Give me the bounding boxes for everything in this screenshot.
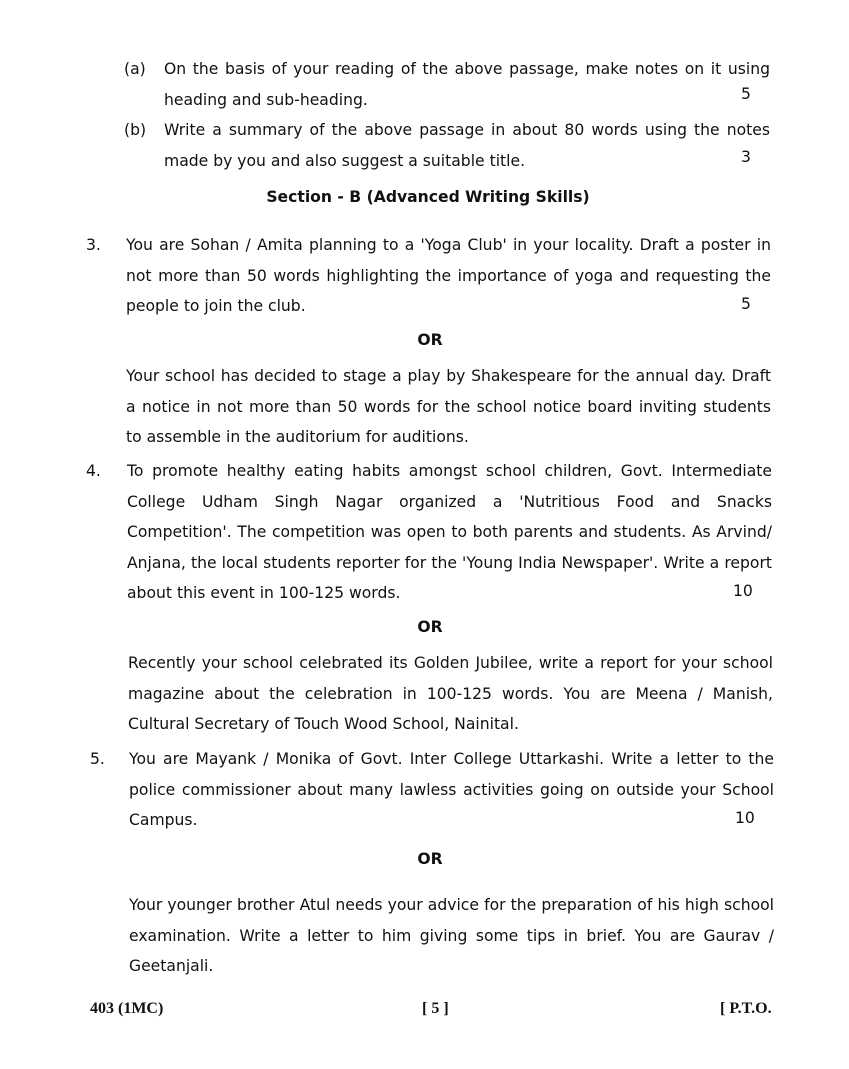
footer-page-number: [ 5 ]: [422, 1000, 449, 1017]
q3-marks: 5: [741, 295, 751, 313]
q3-alternative: Your school has decided to stage a play by Shakespeare for the annual day. Draft a notice in not more than 50 words for the school notice board inviting students to assemble in the auditorium for auditions.: [126, 367, 771, 446]
part-b-label: (b): [124, 121, 147, 139]
footer-paper-code: 403 (1MC): [90, 1000, 164, 1017]
q5-text: You are Mayank / Monika of Govt. Inter College Uttarkashi. Write a letter to the police commissioner about many lawless activities going on outside your School Campus.: [129, 750, 774, 829]
q5-or: OR: [417, 850, 443, 868]
part-a-text: On the basis of your reading of the above passage, make notes on it using heading and sub-heading.: [164, 60, 770, 109]
part-b-text: Write a summary of the above passage in about 80 words using the notes made by you and also suggest a suitable title.: [164, 121, 770, 170]
q3-or: OR: [417, 331, 443, 349]
q4-text: To promote healthy eating habits amongst school children, Govt. Intermediate College Udham Singh Nagar organized a 'Nutritious Food and Snacks Competition'. The competition was open to both parents and students. As Arvind/ Anjana, the local students reporter for the 'Young India Newspaper'. Write a report about this event in 100-125 words.: [127, 462, 772, 602]
part-a-marks: 5: [741, 85, 751, 103]
q5-marks: 10: [735, 809, 755, 827]
q4-alternative: Recently your school celebrated its Golden Jubilee, write a report for your school magazine about the celebration in 100-125 words. You are Meena / Manish, Cultural Secretary of Touch Wood School, Nainital.: [128, 654, 773, 733]
q5-alternative: Your younger brother Atul needs your advice for the preparation of his high school examination. Write a letter to him giving some tips in brief. You are Gaurav / Geetanjali.: [129, 896, 774, 975]
footer-pto: [ P.T.O.: [720, 1000, 772, 1017]
q4-number: 4.: [86, 462, 101, 480]
q3-text: You are Sohan / Amita planning to a 'Yoga Club' in your locality. Draft a poster in not more than 50 words highlighting the importance of yoga and requesting the people to join the club.: [126, 236, 771, 315]
part-a-label: (a): [124, 60, 146, 78]
q5-number: 5.: [90, 750, 105, 768]
part-b-marks: 3: [741, 148, 751, 166]
q4-or: OR: [417, 618, 443, 636]
q3-number: 3.: [86, 236, 101, 254]
section-heading: Section - B (Advanced Writing Skills): [266, 188, 590, 206]
q4-marks: 10: [733, 582, 753, 600]
